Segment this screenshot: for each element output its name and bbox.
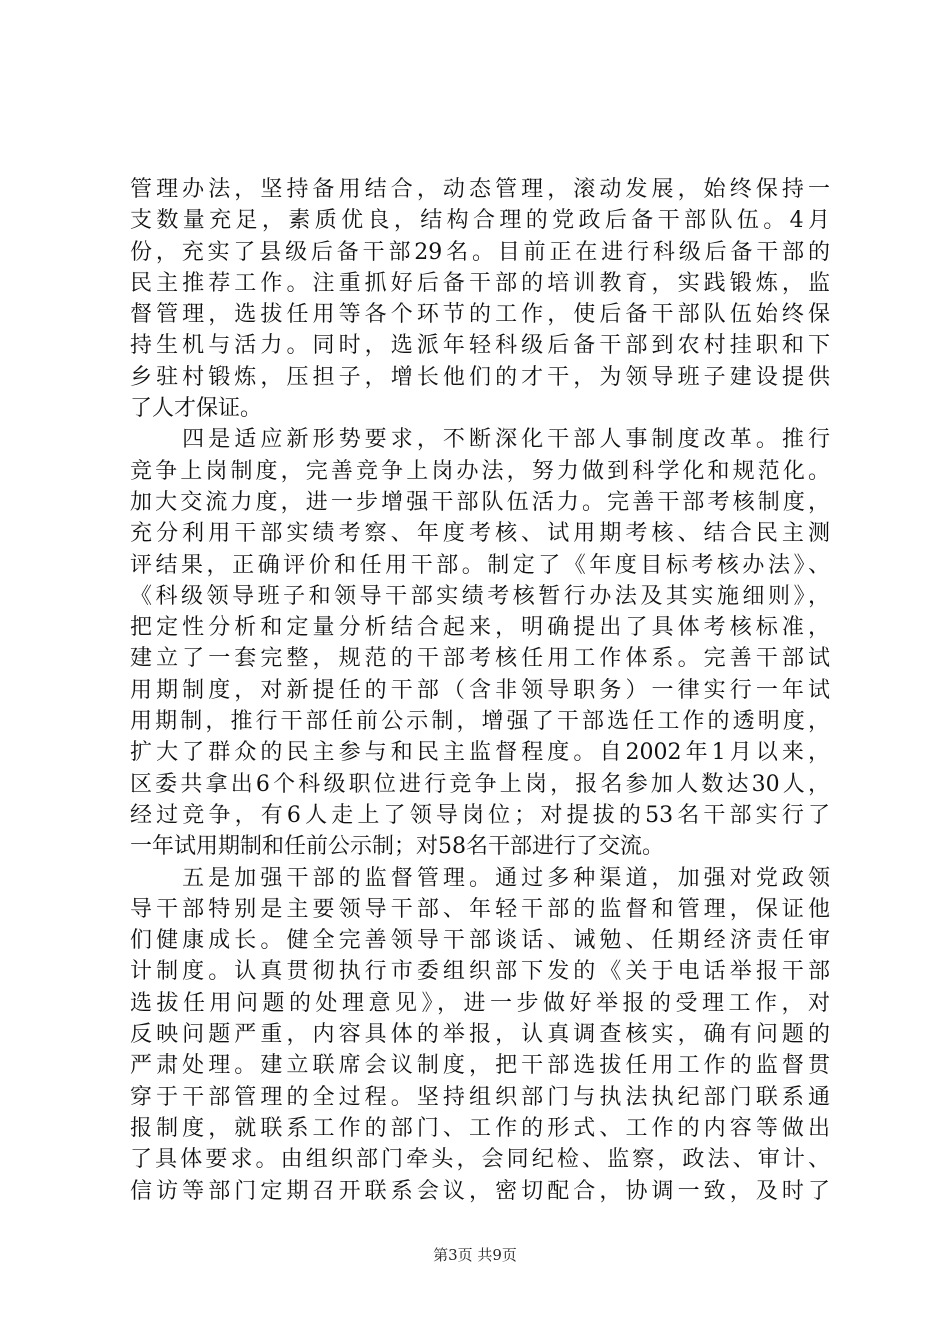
text-line: 五是加强干部的监督管理。通过多种渠道，加强对党政领 [130,865,830,891]
text-line: 了具体要求。由组织部门牵头，会同纪检、监察，政法、审计、 [130,1147,830,1173]
text-line: 《科级领导班子和领导干部实绩考核暂行办法及其实施细则》， [130,583,830,609]
text-line: 四是适应新形势要求，不断深化干部人事制度改革。推行 [130,427,830,453]
text-line: 管理办法，坚持备用结合，动态管理，滚动发展，始终保持一 [130,177,830,202]
text-line: 区委共拿出6个科级职位进行竞争上岗，报名参加人数达30人， [130,771,830,797]
text-line: 反映问题严重，内容具体的举报，认真调查核实，确有问题的 [130,1022,830,1048]
text-line: 信访等部门定期召开联系会议，密切配合，协调一致，及时了 [130,1178,830,1204]
page-number-footer: 第3页 共9页 [433,1246,517,1264]
text-line: 用期制度，对新提任的干部（含非领导职务）一律实行一年试 [130,677,830,703]
text-line: 督管理，选拔任用等各个环节的工作，使后备干部队伍始终保 [130,302,830,328]
text-line: 用期制，推行干部任前公示制，增强了干部选任工作的透明度， [130,709,830,735]
text-line: 经过竞争，有6人走上了领导岗位；对提拔的53名干部实行了 [130,802,830,828]
text-line: 报制度，就联系工作的部门、工作的形式、工作的内容等做出 [130,1115,830,1141]
text-line: 评结果，正确评价和任用干部。制定了《年度目标考核办法》、 [130,552,830,578]
text-line: 们健康成长。健全完善领导干部谈话、诫勉、任期经济责任审 [130,928,830,954]
text-line: 严肃处理。建立联席会议制度，把干部选拔任用工作的监督贯 [130,1053,830,1079]
text-line: 建立了一套完整，规范的干部考核任用工作体系。完善干部试 [130,646,830,672]
text-line: 支数量充足，素质优良，结构合理的党政后备干部队伍。4月 [130,208,830,234]
text-line: 加大交流力度，进一步增强干部队伍活力。完善干部考核制度， [130,489,830,515]
text-line: 扩大了群众的民主参与和民主监督程度。自2002年1月以来， [130,740,830,766]
text-line: 导干部特别是主要领导干部、年轻干部的监督和管理，保证他 [130,896,830,922]
text-line: 份，充实了县级后备干部29名。目前正在进行科级后备干部的 [130,239,830,265]
text-line: 把定性分析和定量分析结合起来，明确提出了具体考核标准， [130,615,830,641]
body-text [130,174,830,1207]
text-line: 充分利用干部实绩考察、年度考核、试用期考核、结合民主测 [130,521,830,547]
text-line: 乡驻村锻炼，压担子，增长他们的才干，为领导班子建设提供 [130,364,830,390]
text-line: 选拔任用问题的处理意见》，进一步做好举报的受理工作，对 [130,990,830,1016]
text-line: 一年试用期制和任前公示制；对58名干部进行了交流。 [130,834,664,860]
text-line: 穿于干部管理的全过程。坚持组织部门与执法执纪部门联系通 [130,1084,830,1110]
text-line: 计制度。认真贯彻执行市委组织部下发的《关于电话举报干部 [130,959,830,985]
text-line: 了人才保证。 [130,396,263,422]
text-line: 持生机与活力。同时，选派年轻科级后备干部到农村挂职和下 [130,333,830,359]
text-line: 竞争上岗制度，完善竞争上岗办法，努力做到科学化和规范化。 [130,458,830,484]
text-line: 民主推荐工作。注重抓好后备干部的培训教育，实践锻炼，监 [130,270,830,296]
